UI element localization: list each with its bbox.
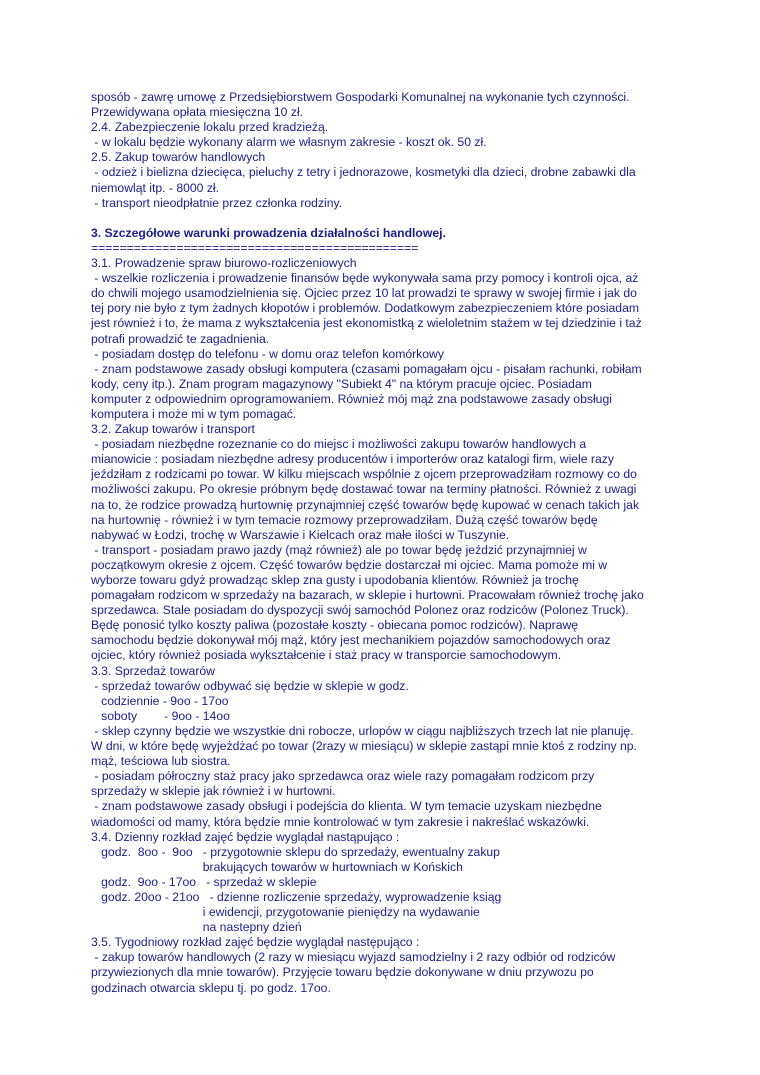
text-line: W dni, w które będę wyjeżdżać po towar (2razy w miesiącu) w sklepie zastąpi mnie ktoś z rodziny np.: [91, 739, 637, 754]
text-line: - transport nieodpłatnie przez członka rodziny.: [91, 195, 343, 210]
text-line: nabywać w Łodzi, trochę w Warszawie i Kielcach oraz małe ilości w Tuszynie.: [91, 527, 510, 542]
section-body: [91, 256, 671, 996]
text-line: godz. 8oo - 9oo - przygotownie sklepu do sprzedaży, ewentualny zakup: [91, 844, 500, 859]
text-line: - sklep czynny będzie we wszystkie dni robocze, urlopów w ciągu najbliższych trzech lat nie planuję.: [91, 723, 634, 738]
text-line: potrafi prowadzić te zagadnienia.: [91, 331, 270, 346]
text-line: - znam podstawowe zasady obsługi i podejścia do klienta. W tym temacie uzyskam niezbędne: [91, 799, 602, 814]
text-line: komputer z odpowiednim oprogramowaniem. Również mój mąż zna podstawowe zasady obsługi: [91, 391, 612, 406]
text-line: - znam podstawowe zasady obsługi komputera (czasami pomagałam ojcu - pisałam rachunki, robiłam: [91, 361, 642, 376]
text-line: początkowym okresie z ojcem. Część towarów będzie dostarczał mi ojciec. Mama pomoże mi w: [91, 557, 608, 572]
text-line: na hurtownię - również i w tym temacie rozmowy przeprowadziłam. Dużą część towarów będę: [91, 512, 598, 527]
text-line: wiadomości od mamy, która będzie mnie kontrolować w tym zakresie i nakreślać wskazówki.: [91, 814, 590, 829]
text-line: Przewidywana opłata miesięczna 10 zł.: [91, 105, 304, 120]
text-line: samochodu będzie dokonywał mój mąż, który jest mechanikiem pojazdów samochodowych oraz: [91, 633, 611, 648]
section-heading: 3. Szczegółowe warunki prowadzenia działalności handlowej.: [91, 225, 446, 240]
text-line: komputera i może mi w tym pomagać.: [91, 406, 297, 421]
text-line: - sprzedaż towarów odbywać się będzie w sklepie w godz.: [91, 678, 409, 693]
text-line: godzinach otwarcia sklepu tj. po godz. 17oo.: [91, 980, 331, 995]
text-line: wyborze towaru gdyż prowadząc sklep zna gusty i upodobania klientów. Również ja trochę: [91, 573, 579, 587]
text-line: brakujących towarów w hurtowniach w Końskich: [91, 859, 463, 874]
text-line: sposób - zawrę umowę z Przedsiębiorstwem Gospodarki Komunalnej na wykonanie tych czynności.: [91, 90, 630, 104]
text-line: kody, ceny itp.). Znam program magazynowy "Subiekt 4" na którym pracuje ojciec. Posiadam: [91, 376, 592, 391]
text-line: 3.2. Zakup towarów i transport: [91, 422, 255, 437]
text-line: możliwości zakupu. Po okresie próbnym będę dostawać towar na terminy płatności. Również z uwagi: [91, 482, 637, 497]
text-line: godz. 9oo - 17oo - sprzedaż w sklepie: [91, 874, 317, 889]
text-line: niemowląt itp. - 8000 zł.: [91, 180, 220, 195]
text-line: - posiadam półroczny staż pracy jako sprzedawca oraz wiele razy pomagałam rodzicom przy: [91, 769, 595, 784]
text-line: 3.3. Sprzedaż towarów: [91, 663, 215, 678]
text-line: godz. 20oo - 21oo - dzienne rozliczenie sprzedaży, wyprowadzenie ksiąg: [91, 889, 502, 904]
text-line: jeździłam z rodzicami po towar. W kilku miejscach wspólnie z ojcem przeprowadziłam rozmowy co do: [91, 467, 637, 482]
text-line: tej pory nie było z tym żadnych kłopotów i problemów. Dodatkowym zabezpieczeniem które posiadam: [91, 301, 640, 316]
text-line: na to, że rodzice prowadzą hurtownię przynajmniej część towarów będę kupować w cenach takich jak: [91, 497, 640, 512]
text-line: pomagałam rodzicom w sprzedaży na bazarach, w sklepie i hurtowni. Pracowałam również trochę jako: [91, 588, 644, 603]
text-line: 2.4. Zabezpieczenie lokalu przed kradzieżą.: [91, 120, 329, 135]
text-line: przywiezionych dla mnie towarów). Przyjęcie towaru będzie dokonywane w dniu przywozu po: [91, 965, 594, 980]
text-line: codziennie - 9oo - 17oo: [91, 693, 229, 708]
text-line: Będę ponosić tylko koszty paliwa (pozostałe koszty - obiecana pomoc rodziców). Naprawę: [91, 618, 579, 633]
text-line: sprzedawca. Stale posiadam do dyspozycji swój samochód Polonez oraz rodziców (Polonez Truck).: [91, 603, 629, 618]
text-line: - transport - posiadam prawo jazdy (mąż również) ale po towar będę jeździć przynajmniej w: [91, 542, 587, 557]
text-line: - posiadam niezbędne rozeznanie co do miejsc i możliwości zakupu towarów handlowych a: [91, 437, 587, 452]
text-line: - odzież i bielizna dziecięca, pieluchy z tetry i jednorazowe, kosmetyki dla dzieci, drobne zabawki dla: [91, 165, 636, 180]
text-line: na nastepny dzień: [91, 920, 302, 935]
text-line: 2.5. Zakup towarów handlowych: [91, 150, 266, 165]
text-line: 3.5. Tygodniowy rozkład zajęć będzie wyglądał następująco :: [91, 935, 420, 950]
heading-separator: ==============================================: [91, 240, 419, 255]
intro-section: [91, 90, 671, 211]
text-line: jest również i to, że mama z wykształcenia jest ekonomistką z wieloletnim stażem w tej dziedzinie i taż: [91, 316, 642, 331]
text-line: mianowicie : posiadam niezbędne adresy producentów i importerów oraz katalogi firm, wiele razy: [91, 452, 614, 467]
text-line: - w lokalu będzie wykonany alarm we własnym zakresie - koszt ok. 50 zł.: [91, 135, 487, 150]
text-line: soboty - 9oo - 14oo: [91, 708, 230, 723]
text-line: - posiadam dostęp do telefonu - w domu oraz telefon komórkowy: [91, 346, 444, 361]
text-line: - wszelkie rozliczenia i prowadzenie finansów będe wykonywała sama przy pomocy i kontroli ojca, aż: [91, 271, 639, 286]
text-line: i ewidencji, przygotowanie pieniędzy na wydawanie: [91, 905, 480, 920]
text-line: - zakup towarów handlowych (2 razy w miesiącu wyjazd samodzielny i 2 razy odbiór od rodziców: [91, 950, 616, 965]
text-line: mąż, teściowa lub siostra.: [91, 754, 231, 769]
text-line: 3.1. Prowadzenie spraw biurowo-rozliczeniowych: [91, 256, 357, 271]
spacer: [91, 211, 671, 226]
text-line: do chwili mojego usamodzielnienia się. Ojciec przez 10 lat prowadzi te sprawy w swojej firmie i jak do: [91, 286, 637, 301]
text-line: 3.4. Dzienny rozkład zajęć będzie wyglądał nastąpująco :: [91, 829, 400, 844]
document-page: [91, 90, 671, 996]
text-line: sprzedaży w sklepie jak również i w hurtowni.: [91, 784, 336, 799]
text-line: ojciec, który również posiada wykształcenie i staż pracy w transporcie samochodowym.: [91, 648, 562, 663]
